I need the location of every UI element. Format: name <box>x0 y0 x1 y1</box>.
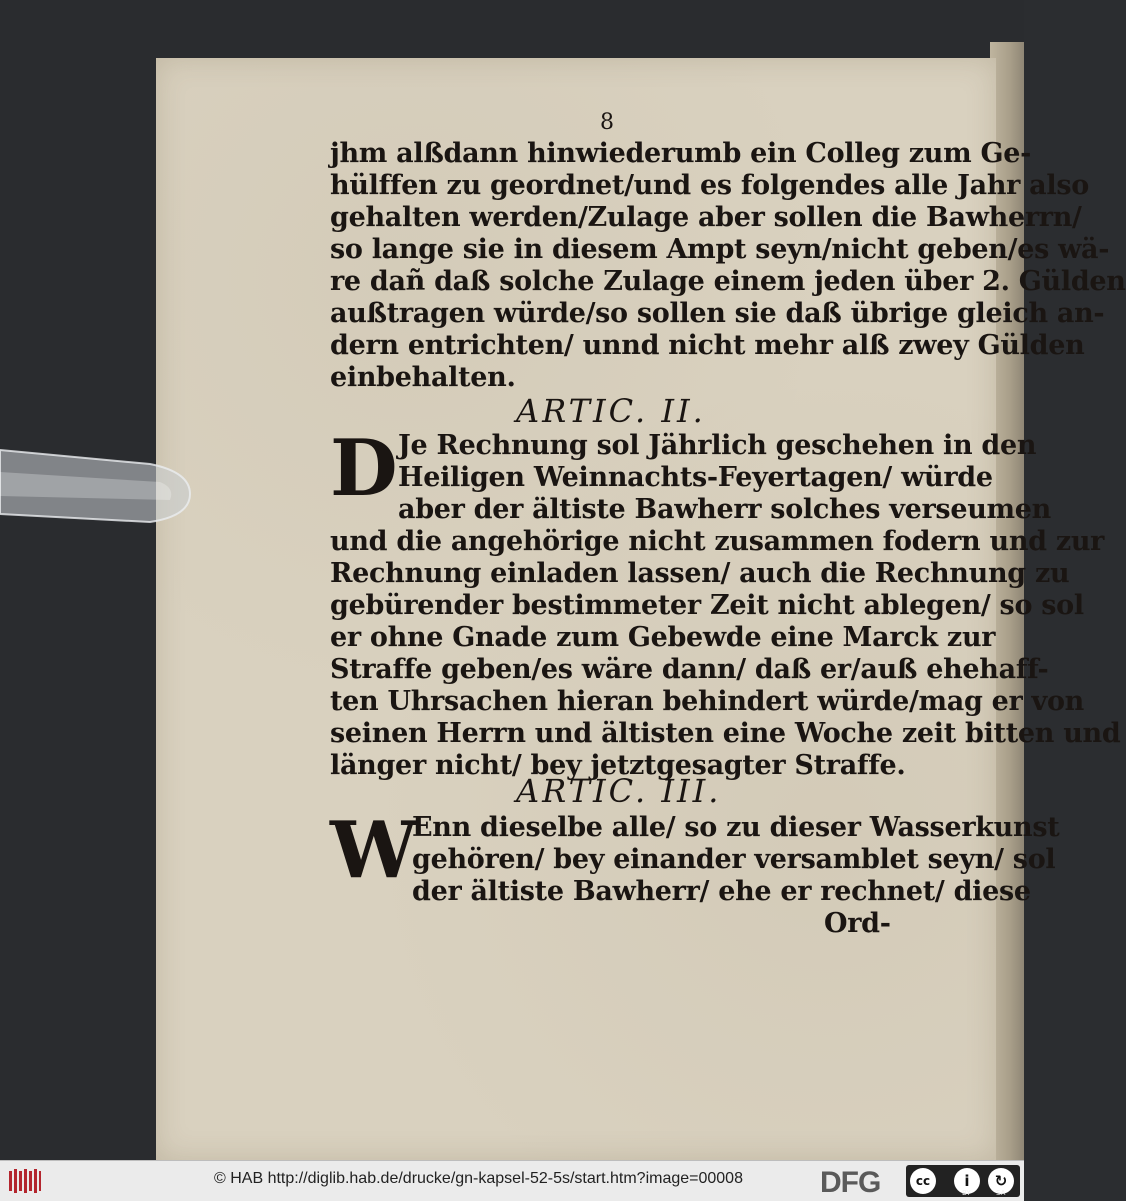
text-line: Enn dieselbe alle/ so zu dieser Wasserkunst <box>412 812 1060 843</box>
text-line: ten Uhrsachen hieran behindert würde/mag er von <box>330 686 1084 717</box>
text-line: so lange sie in diesem Ampt seyn/nicht geben/es wä- <box>330 234 1110 265</box>
text-line: und die angehörige nicht zusammen fodern und zur <box>330 526 1105 557</box>
cc-icon: cc <box>910 1168 936 1194</box>
text-line: Heiligen Weinnachts-Feyertagen/ würde <box>398 462 993 493</box>
text-line: gebürender bestimmeter Zeit nicht ablegen/ so sol <box>330 590 1084 621</box>
text-line: einbehalten. <box>330 362 516 393</box>
text-line: gehören/ bey einander versamblet seyn/ sol <box>412 844 1056 875</box>
article-heading: ARTIC. III. <box>516 772 722 810</box>
text-line: hülffen zu geordnet/und es folgendes alle Jahr also <box>330 170 1089 201</box>
text-line: länger nicht/ bey jetztgesagter Straffe. <box>330 750 906 781</box>
drop-cap: D <box>330 423 398 514</box>
sa-label: SA <box>996 1189 1006 1197</box>
page-number: 8 <box>600 110 614 135</box>
text-line: er ohne Gnade zum Gebewde eine Marck zur <box>330 622 996 653</box>
share-alike-icon: ↻ <box>988 1168 1014 1194</box>
creative-commons-badge[interactable] <box>906 1165 1020 1197</box>
text-line: gehalten werden/Zulage aber sollen die Bawherrn/ <box>330 202 1082 233</box>
by-label: BY <box>962 1189 971 1197</box>
article-heading: ARTIC. II. <box>516 392 706 430</box>
text-line: aber der ältiste Bawherr solches verseumen <box>398 494 1052 525</box>
text-line: re dañ daß solche Zulage einem jeden über 2. Gülden <box>330 266 1126 297</box>
text-line: Straffe geben/es wäre dann/ daß er/auß ehehaff- <box>330 654 1049 685</box>
text-line: Rechnung einladen lassen/ auch die Rechnung zu <box>330 558 1070 589</box>
dfg-logo[interactable]: DFG <box>820 1166 881 1199</box>
text-line: Je Rechnung sol Jährlich geschehen in den <box>398 430 1037 461</box>
text-line: dern entrichten/ unnd nicht mehr alß zwey Gülden <box>330 330 1085 361</box>
library-logo-icon[interactable] <box>8 1167 42 1195</box>
catchword: Ord- <box>824 908 891 939</box>
footer-bar <box>0 1160 1024 1201</box>
text-line: jhm alßdann hinwiederumb ein Colleg zum Ge- <box>330 138 1032 169</box>
text-line: der ältiste Bawherr/ ehe er rechnet/ diese <box>412 876 1031 907</box>
attribution-icon: i <box>954 1168 980 1194</box>
page-clip-icon <box>0 442 196 534</box>
text-line: außtragen würde/so sollen sie daß übrige gleich an- <box>330 298 1105 329</box>
drop-cap: W <box>330 805 418 896</box>
copyright-link[interactable]: © HAB http://diglib.hab.de/drucke/gn-kapsel-52-5s/start.htm?image=00008 <box>214 1170 743 1187</box>
text-line: seinen Herrn und ältisten eine Woche zeit bitten und <box>330 718 1121 749</box>
